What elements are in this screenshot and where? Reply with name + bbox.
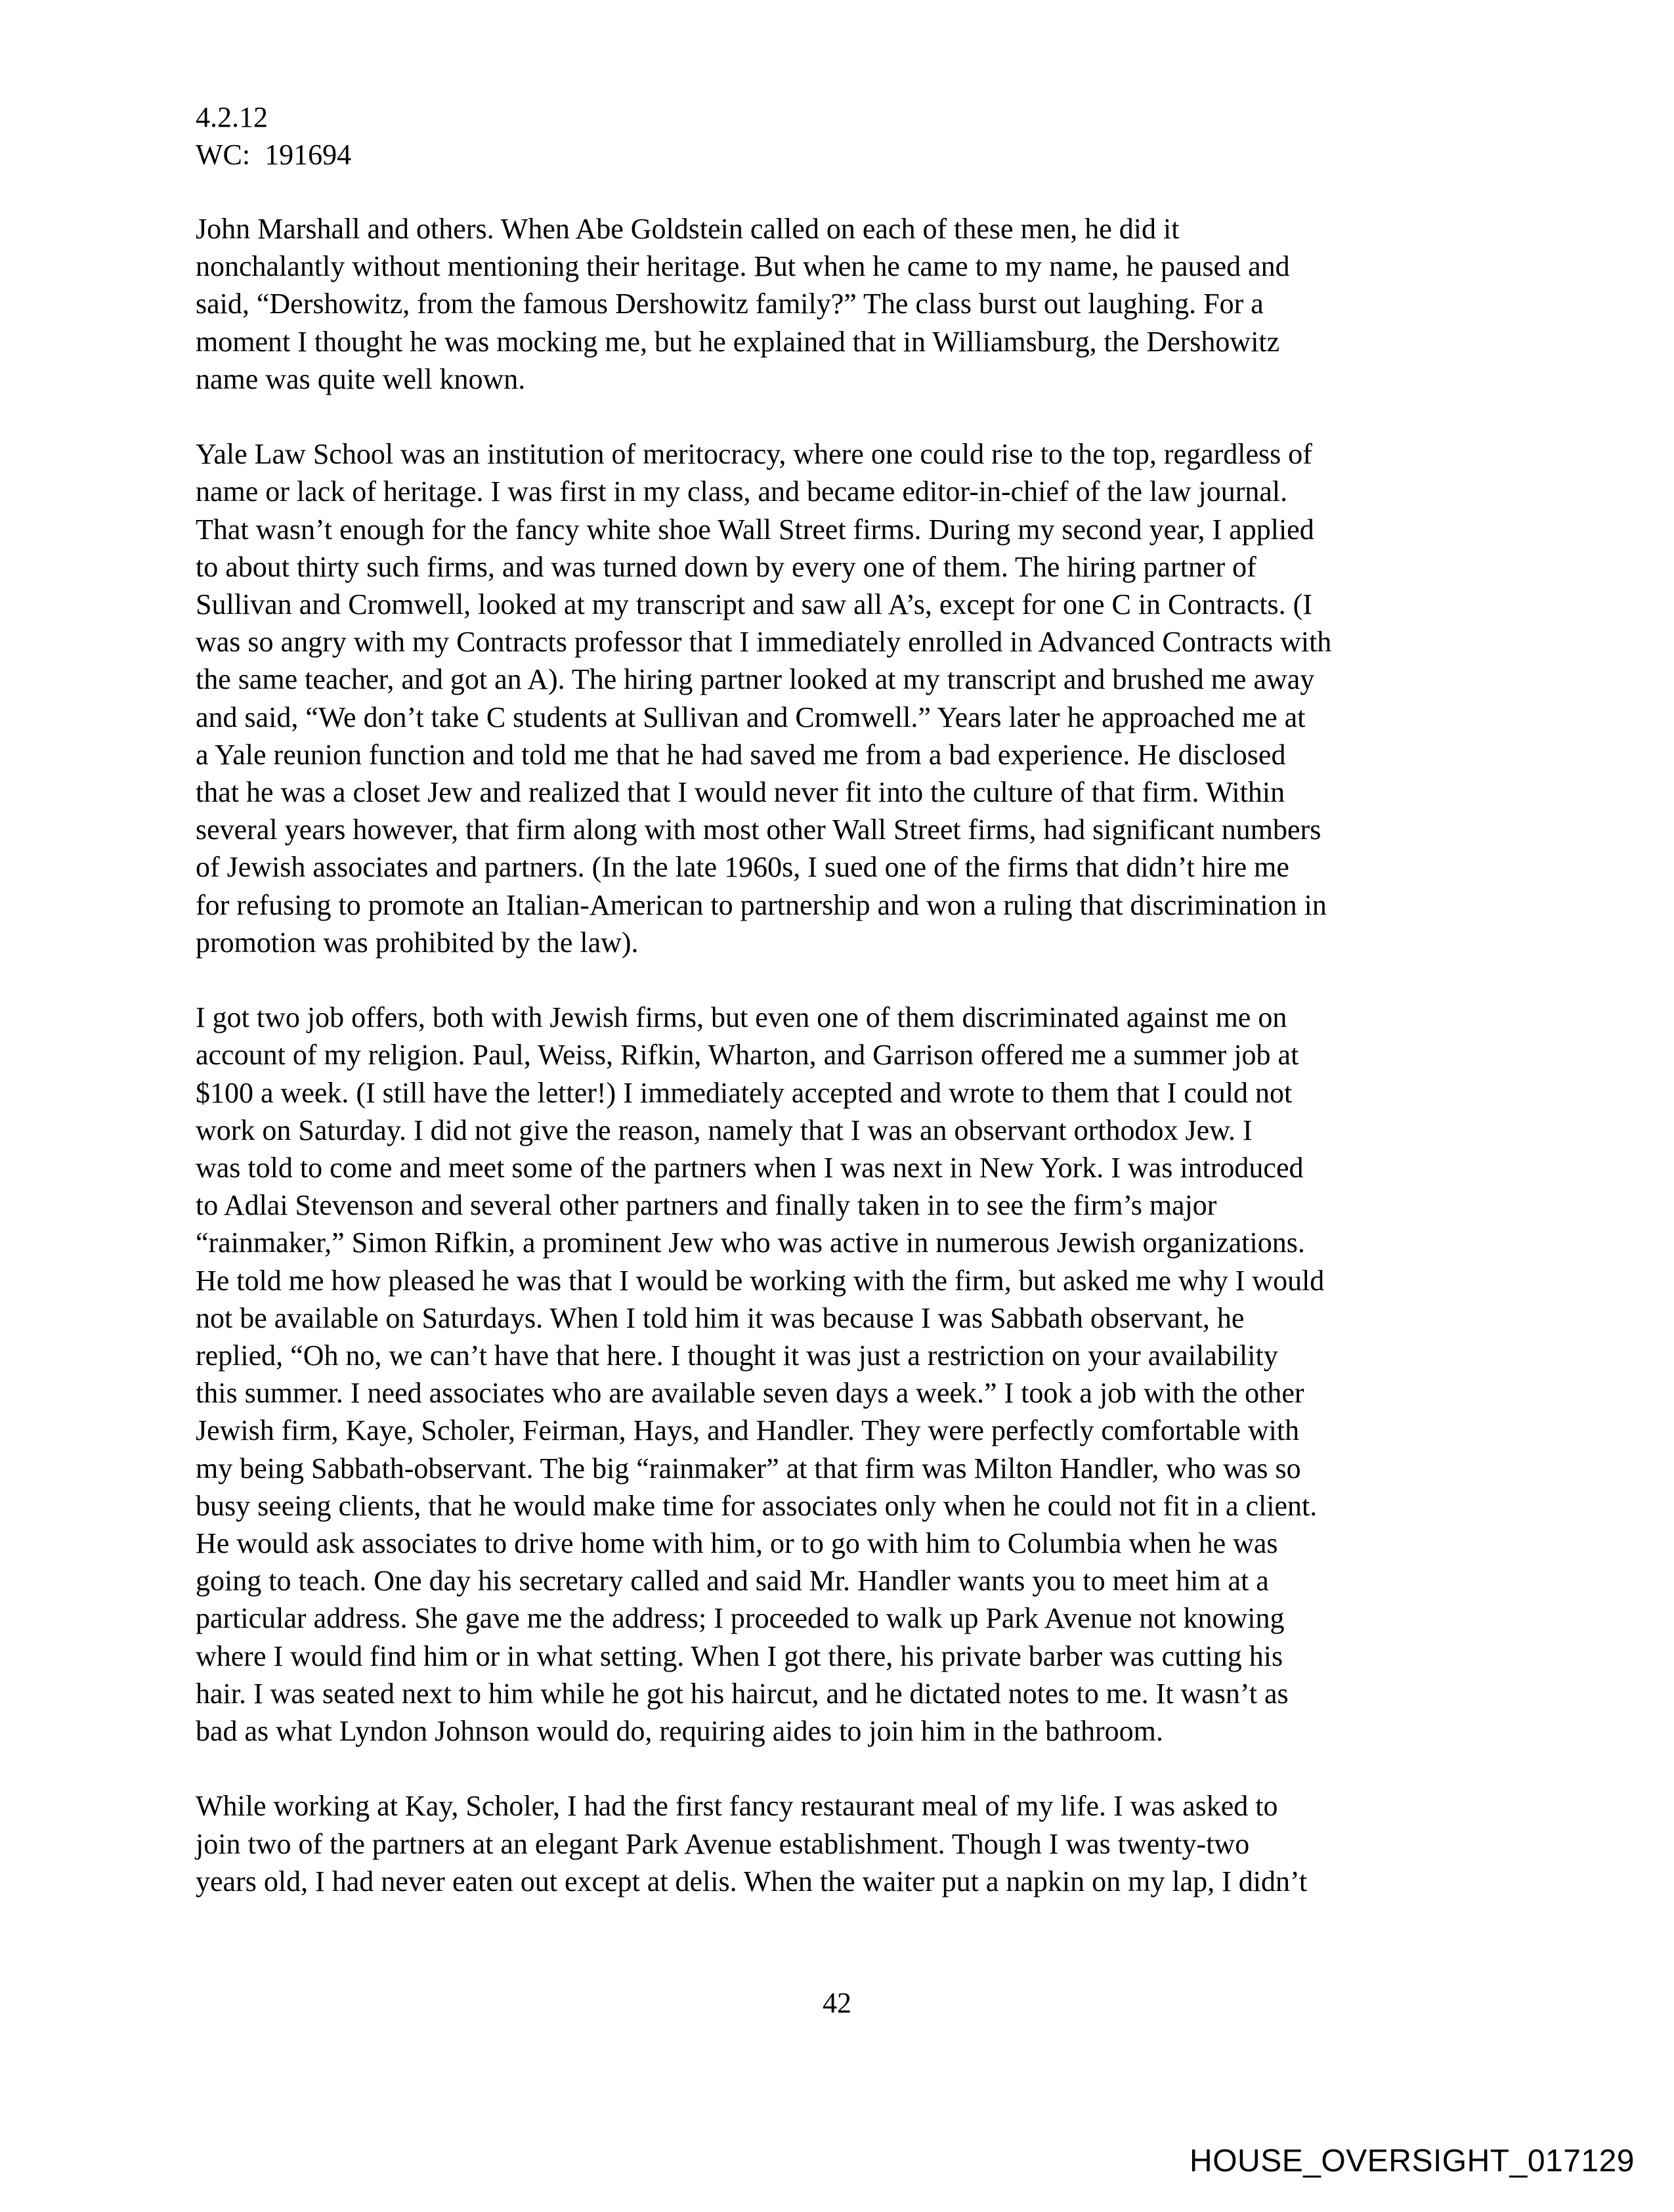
- text-line: Sullivan and Cromwell, looked at my transcript and saw all A’s, except for one C in Contracts. (I: [196, 588, 1312, 621]
- text-line: and said, “We don’t take C students at Sullivan and Cromwell.” Years later he approached me at: [196, 701, 1306, 733]
- text-line: While working at Kay, Scholer, I had the first fancy restaurant meal of my life. I was asked to: [196, 1790, 1278, 1823]
- text-line: of Jewish associates and partners. (In the late 1960s, I sued one of the firms that didn’t hire me: [196, 851, 1289, 884]
- text-line: join two of the partners at an elegant Park Avenue establishment. Though I was twenty-two: [196, 1827, 1250, 1860]
- text-line: $100 a week. (I still have the letter!) I immediately accepted and wrote to them that I could not: [196, 1076, 1293, 1109]
- bates-number: HOUSE_OVERSIGHT_017129: [1190, 2144, 1635, 2179]
- text-line: was so angry with my Contracts professor that I immediately enrolled in Advanced Contracts with: [196, 626, 1332, 659]
- text-line: promotion was prohibited by the law).: [196, 926, 639, 959]
- draft-date: 4.2.12: [196, 101, 268, 133]
- text-line: for refusing to promote an Italian-American to partnership and won a ruling that discrimination in: [196, 888, 1327, 921]
- paragraph: [196, 210, 1476, 398]
- text-line: “rainmaker,” Simon Rifkin, a prominent Jew who was active in numerous Jewish organizations.: [196, 1226, 1305, 1259]
- text-line: John Marshall and others. When Abe Goldstein called on each of these men, he did it: [196, 213, 1180, 245]
- text-line: That wasn’t enough for the fancy white shoe Wall Street firms. During my second year, I applied: [196, 513, 1314, 546]
- text-line: particular address. She gave me the address; I proceeded to walk up Park Avenue not knowing: [196, 1602, 1285, 1635]
- text-line: I got two job offers, both with Jewish firms, but even one of them discriminated against me on: [196, 1001, 1287, 1034]
- text-line: years old, I had never eaten out except at delis. When the waiter put a napkin on my lap, I didn’t: [196, 1865, 1308, 1898]
- text-line: He told me how pleased he was that I would be working with the firm, but asked me why I would: [196, 1264, 1325, 1297]
- text-line: was told to come and meet some of the partners when I was next in New York. I was introduced: [196, 1152, 1304, 1184]
- text-line: Jewish firm, Kaye, Scholer, Feirman, Hays, and Handler. They were perfectly comfortable with: [196, 1414, 1300, 1447]
- text-line: busy seeing clients, that he would make time for associates only when he could not fit in a client.: [196, 1489, 1318, 1522]
- text-line: bad as what Lyndon Johnson would do, requiring aides to join him in the bathroom.: [196, 1715, 1163, 1748]
- text-line: Yale Law School was an institution of meritocracy, where one could rise to the top, regardless of: [196, 438, 1312, 471]
- page-number: 42: [823, 1987, 851, 2019]
- text-line: He would ask associates to drive home with him, or to go with him to Columbia when he was: [196, 1527, 1278, 1560]
- text-line: name was quite well known.: [196, 362, 526, 395]
- text-line: to about thirty such firms, and was turned down by every one of them. The hiring partner of: [196, 550, 1256, 583]
- word-count: WC: 191694: [196, 139, 352, 171]
- paragraph: [196, 435, 1476, 961]
- text-line: where I would find him or in what setting. When I got there, his private barber was cutting his: [196, 1639, 1283, 1672]
- text-line: said, “Dershowitz, from the famous Dershowitz family?” The class burst out laughing. For a: [196, 288, 1264, 320]
- paragraph: [196, 1787, 1476, 1900]
- document-header: [196, 98, 351, 173]
- text-line: that he was a closet Jew and realized that I would never fit into the culture of that firm. Within: [196, 776, 1285, 809]
- text-line: work on Saturday. I did not give the reason, namely that I was an observant orthodox Jew. I: [196, 1114, 1253, 1146]
- text-line: this summer. I need associates who are available seven days a week.” I took a job with the other: [196, 1377, 1304, 1410]
- text-line: a Yale reunion function and told me that he had saved me from a bad experience. He disclosed: [196, 738, 1286, 771]
- text-line: going to teach. One day his secretary called and said Mr. Handler wants you to meet him at a: [196, 1565, 1269, 1597]
- text-line: not be available on Saturdays. When I told him it was because I was Sabbath observant, he: [196, 1301, 1245, 1334]
- body-text: [196, 210, 1476, 1938]
- text-line: replied, “Oh no, we can’t have that here. I thought it was just a restriction on your availability: [196, 1339, 1278, 1372]
- text-line: nonchalantly without mentioning their heritage. But when he came to my name, he paused and: [196, 250, 1290, 283]
- text-line: the same teacher, and got an A). The hiring partner looked at my transcript and brushed me away: [196, 663, 1315, 696]
- text-line: to Adlai Stevenson and several other partners and finally taken in to see the firm’s major: [196, 1189, 1217, 1222]
- paragraph: [196, 999, 1476, 1750]
- text-line: several years however, that firm along with most other Wall Street firms, had significant numbers: [196, 813, 1321, 846]
- text-line: name or lack of heritage. I was first in my class, and became editor-in-chief of the law journal.: [196, 475, 1288, 508]
- text-line: account of my religion. Paul, Weiss, Rifkin, Wharton, and Garrison offered me a summer job at: [196, 1039, 1299, 1072]
- text-line: moment I thought he was mocking me, but he explained that in Williamsburg, the Dershowitz: [196, 325, 1280, 358]
- text-line: hair. I was seated next to him while he got his haircut, and he dictated notes to me. It wasn’t as: [196, 1677, 1289, 1710]
- text-line: my being Sabbath-observant. The big “rainmaker” at that firm was Milton Handler, who was so: [196, 1452, 1301, 1485]
